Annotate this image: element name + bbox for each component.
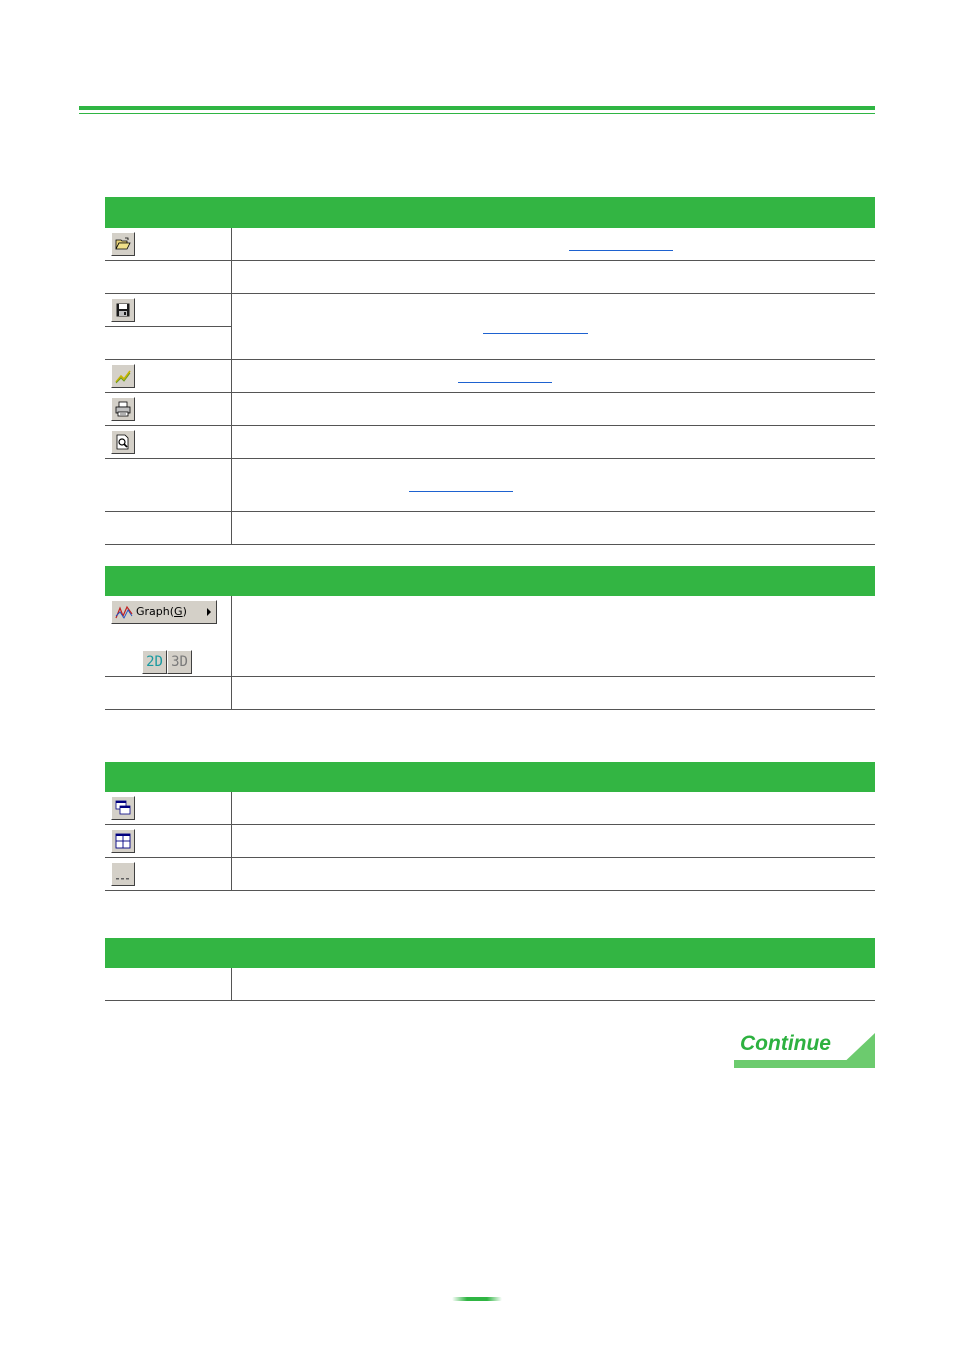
row-description-cell xyxy=(232,360,875,392)
row-icon-cell xyxy=(105,677,232,709)
row-description-cell xyxy=(232,825,875,857)
tile-windows-icon xyxy=(115,833,131,849)
row-icon-cell xyxy=(105,596,232,676)
row-description-cell xyxy=(232,677,875,709)
row-description-cell xyxy=(232,858,875,890)
row-description-cell xyxy=(232,426,875,458)
row-icon-cell xyxy=(105,459,232,511)
continue-label: Continue xyxy=(740,1032,831,1055)
row-icon-cell xyxy=(105,512,232,544)
arrange-icons-button[interactable] xyxy=(111,862,135,886)
row-description-cell xyxy=(232,294,875,359)
row-description-cell xyxy=(232,261,875,293)
table-row xyxy=(105,459,875,512)
table-header xyxy=(105,762,875,792)
row-description-cell xyxy=(232,596,875,676)
line-graph-icon xyxy=(115,368,131,384)
print-preview-button[interactable] xyxy=(111,430,135,454)
header-rule-thick xyxy=(79,106,875,110)
table-header xyxy=(105,938,875,968)
row-icon-cell xyxy=(105,858,232,890)
table-row xyxy=(105,858,875,891)
table-row xyxy=(105,792,875,825)
print-button[interactable] xyxy=(111,397,135,421)
row-description-cell xyxy=(232,792,875,824)
row-description-cell xyxy=(232,968,875,1000)
row-icon-cell xyxy=(105,360,232,392)
window-menu-table xyxy=(105,762,875,891)
table-row xyxy=(105,294,875,360)
row-icon-cell xyxy=(105,825,232,857)
printer-icon xyxy=(115,401,131,417)
graph-button[interactable] xyxy=(111,364,135,388)
reference-link[interactable] xyxy=(569,250,673,251)
file-menu-table xyxy=(105,197,875,545)
row-icon-cell xyxy=(105,228,232,260)
table-row xyxy=(105,261,875,294)
table-row xyxy=(105,825,875,858)
table-row xyxy=(105,968,875,1001)
view-2d-button[interactable]: 2D xyxy=(142,650,167,674)
header-rule-thin xyxy=(79,113,875,114)
save-button[interactable] xyxy=(111,298,135,322)
reference-link[interactable] xyxy=(458,382,552,383)
row-icon-cell xyxy=(105,294,232,359)
row-description-cell xyxy=(232,512,875,544)
row-description-cell xyxy=(232,228,875,260)
row-icon-cell xyxy=(105,792,232,824)
view-3d-button[interactable]: 3D xyxy=(167,650,192,674)
row-icon-cell xyxy=(105,968,232,1000)
tile-button[interactable] xyxy=(111,829,135,853)
open-folder-icon xyxy=(115,236,131,252)
line-graph-icon xyxy=(115,604,133,620)
print-preview-icon xyxy=(115,434,131,450)
floppy-disk-icon xyxy=(115,302,131,318)
row-description-cell xyxy=(232,459,875,511)
cascade-button[interactable] xyxy=(111,796,135,820)
open-button[interactable] xyxy=(111,232,135,256)
reference-link[interactable] xyxy=(483,333,588,334)
table-row xyxy=(105,677,875,710)
row-icon-cell xyxy=(105,261,232,293)
row-icon-cell xyxy=(105,393,232,425)
help-menu-table xyxy=(105,938,875,1001)
row-description-cell xyxy=(232,393,875,425)
table-row xyxy=(105,596,875,677)
cascade-windows-icon xyxy=(115,800,131,816)
graph-menu-table xyxy=(105,566,875,710)
continue-button[interactable] xyxy=(734,1032,875,1068)
graph-menu-item[interactable] xyxy=(111,600,217,624)
table-row xyxy=(105,360,875,393)
table-header xyxy=(105,566,875,596)
table-row xyxy=(105,228,875,261)
graph-menu-label: Graph(G) xyxy=(136,605,187,618)
table-row xyxy=(105,393,875,426)
submenu-arrow-icon xyxy=(207,608,211,616)
continue-bar xyxy=(734,1060,875,1068)
row-icon-cell xyxy=(105,426,232,458)
table-row xyxy=(105,512,875,545)
table-header xyxy=(105,197,875,228)
arrange-icons-icon xyxy=(115,866,131,882)
page-number-marker xyxy=(452,1297,502,1301)
reference-link[interactable] xyxy=(409,491,513,492)
table-row xyxy=(105,426,875,459)
